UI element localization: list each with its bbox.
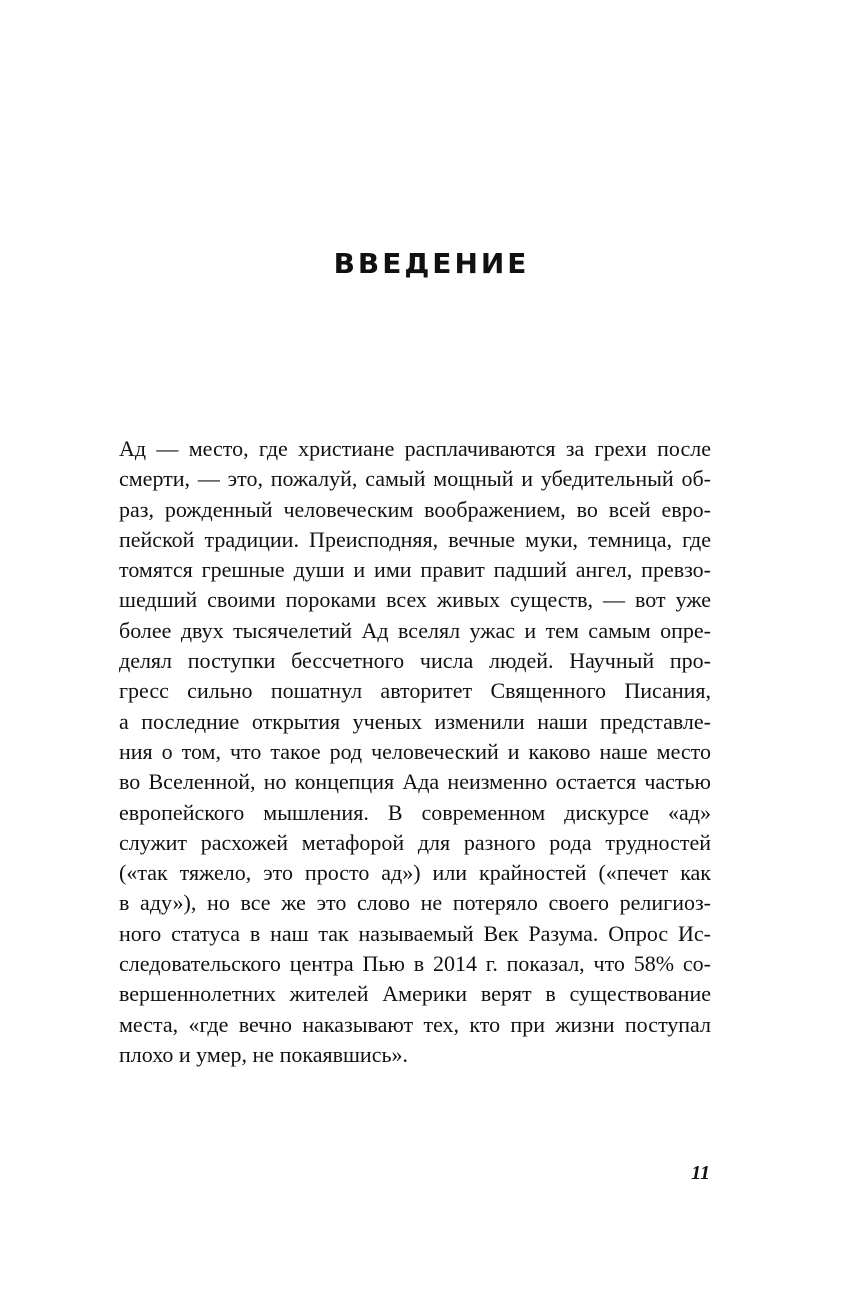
- page-number: 11: [691, 1162, 710, 1184]
- text-line: ния о том, что такое род человеческий и каково наше место: [119, 738, 711, 764]
- text-line: томятся грешные души и ими правит падший ангел, превзо-: [119, 557, 711, 583]
- text-line: европейского мышления. В современном дискурсе «ад»: [119, 799, 711, 825]
- chapter-title: ВВЕДЕНИЕ: [333, 247, 530, 280]
- text-line: гресс сильно пошатнул авторитет Священного Писания,: [119, 678, 711, 704]
- text-line: ного статуса в наш так называемый Век Разума. Опрос Ис-: [119, 920, 711, 946]
- text-line: более двух тысячелетий Ад вселял ужас и тем самым опре-: [119, 617, 711, 643]
- text-line: Ад — место, где христиане расплачиваются за грехи после: [119, 436, 711, 461]
- text-line: шедший своими пороками всех живых существ, — вот уже: [119, 587, 711, 613]
- text-line: раз, рожденный человеческим воображением, во всей евро-: [119, 496, 711, 522]
- text-line: («так тяжело, это просто ад») или крайностей («печет как: [119, 860, 711, 886]
- text-line: смерти, — это, пожалуй, самый мощный и убедительный об-: [119, 466, 711, 492]
- text-line: а последние открытия ученых изменили наши представле-: [119, 708, 711, 734]
- text-line: следовательского центра Пью в 2014 г. показал, что 58% со-: [119, 951, 711, 977]
- text-line: служит расхожей метафорой для разного рода трудностей: [119, 829, 711, 855]
- text-line: делял поступки бессчетного числа людей. Научный про-: [119, 648, 711, 674]
- body-paragraph: [119, 434, 711, 1070]
- text-line: пейской традиции. Преисподняя, вечные муки, темница, где: [119, 526, 711, 552]
- text-line: во Вселенной, но концепция Ада неизменно остается частью: [119, 769, 711, 795]
- text-line: плохо и умер, не покаявшись».: [119, 1041, 408, 1067]
- text-line: места, «где вечно наказывают тех, кто при жизни поступал: [119, 1011, 711, 1037]
- text-line: вершеннолетних жителей Америки верят в существование: [119, 981, 711, 1007]
- text-line: в аду»), но все же это слово не потеряло своего религиоз-: [119, 890, 711, 916]
